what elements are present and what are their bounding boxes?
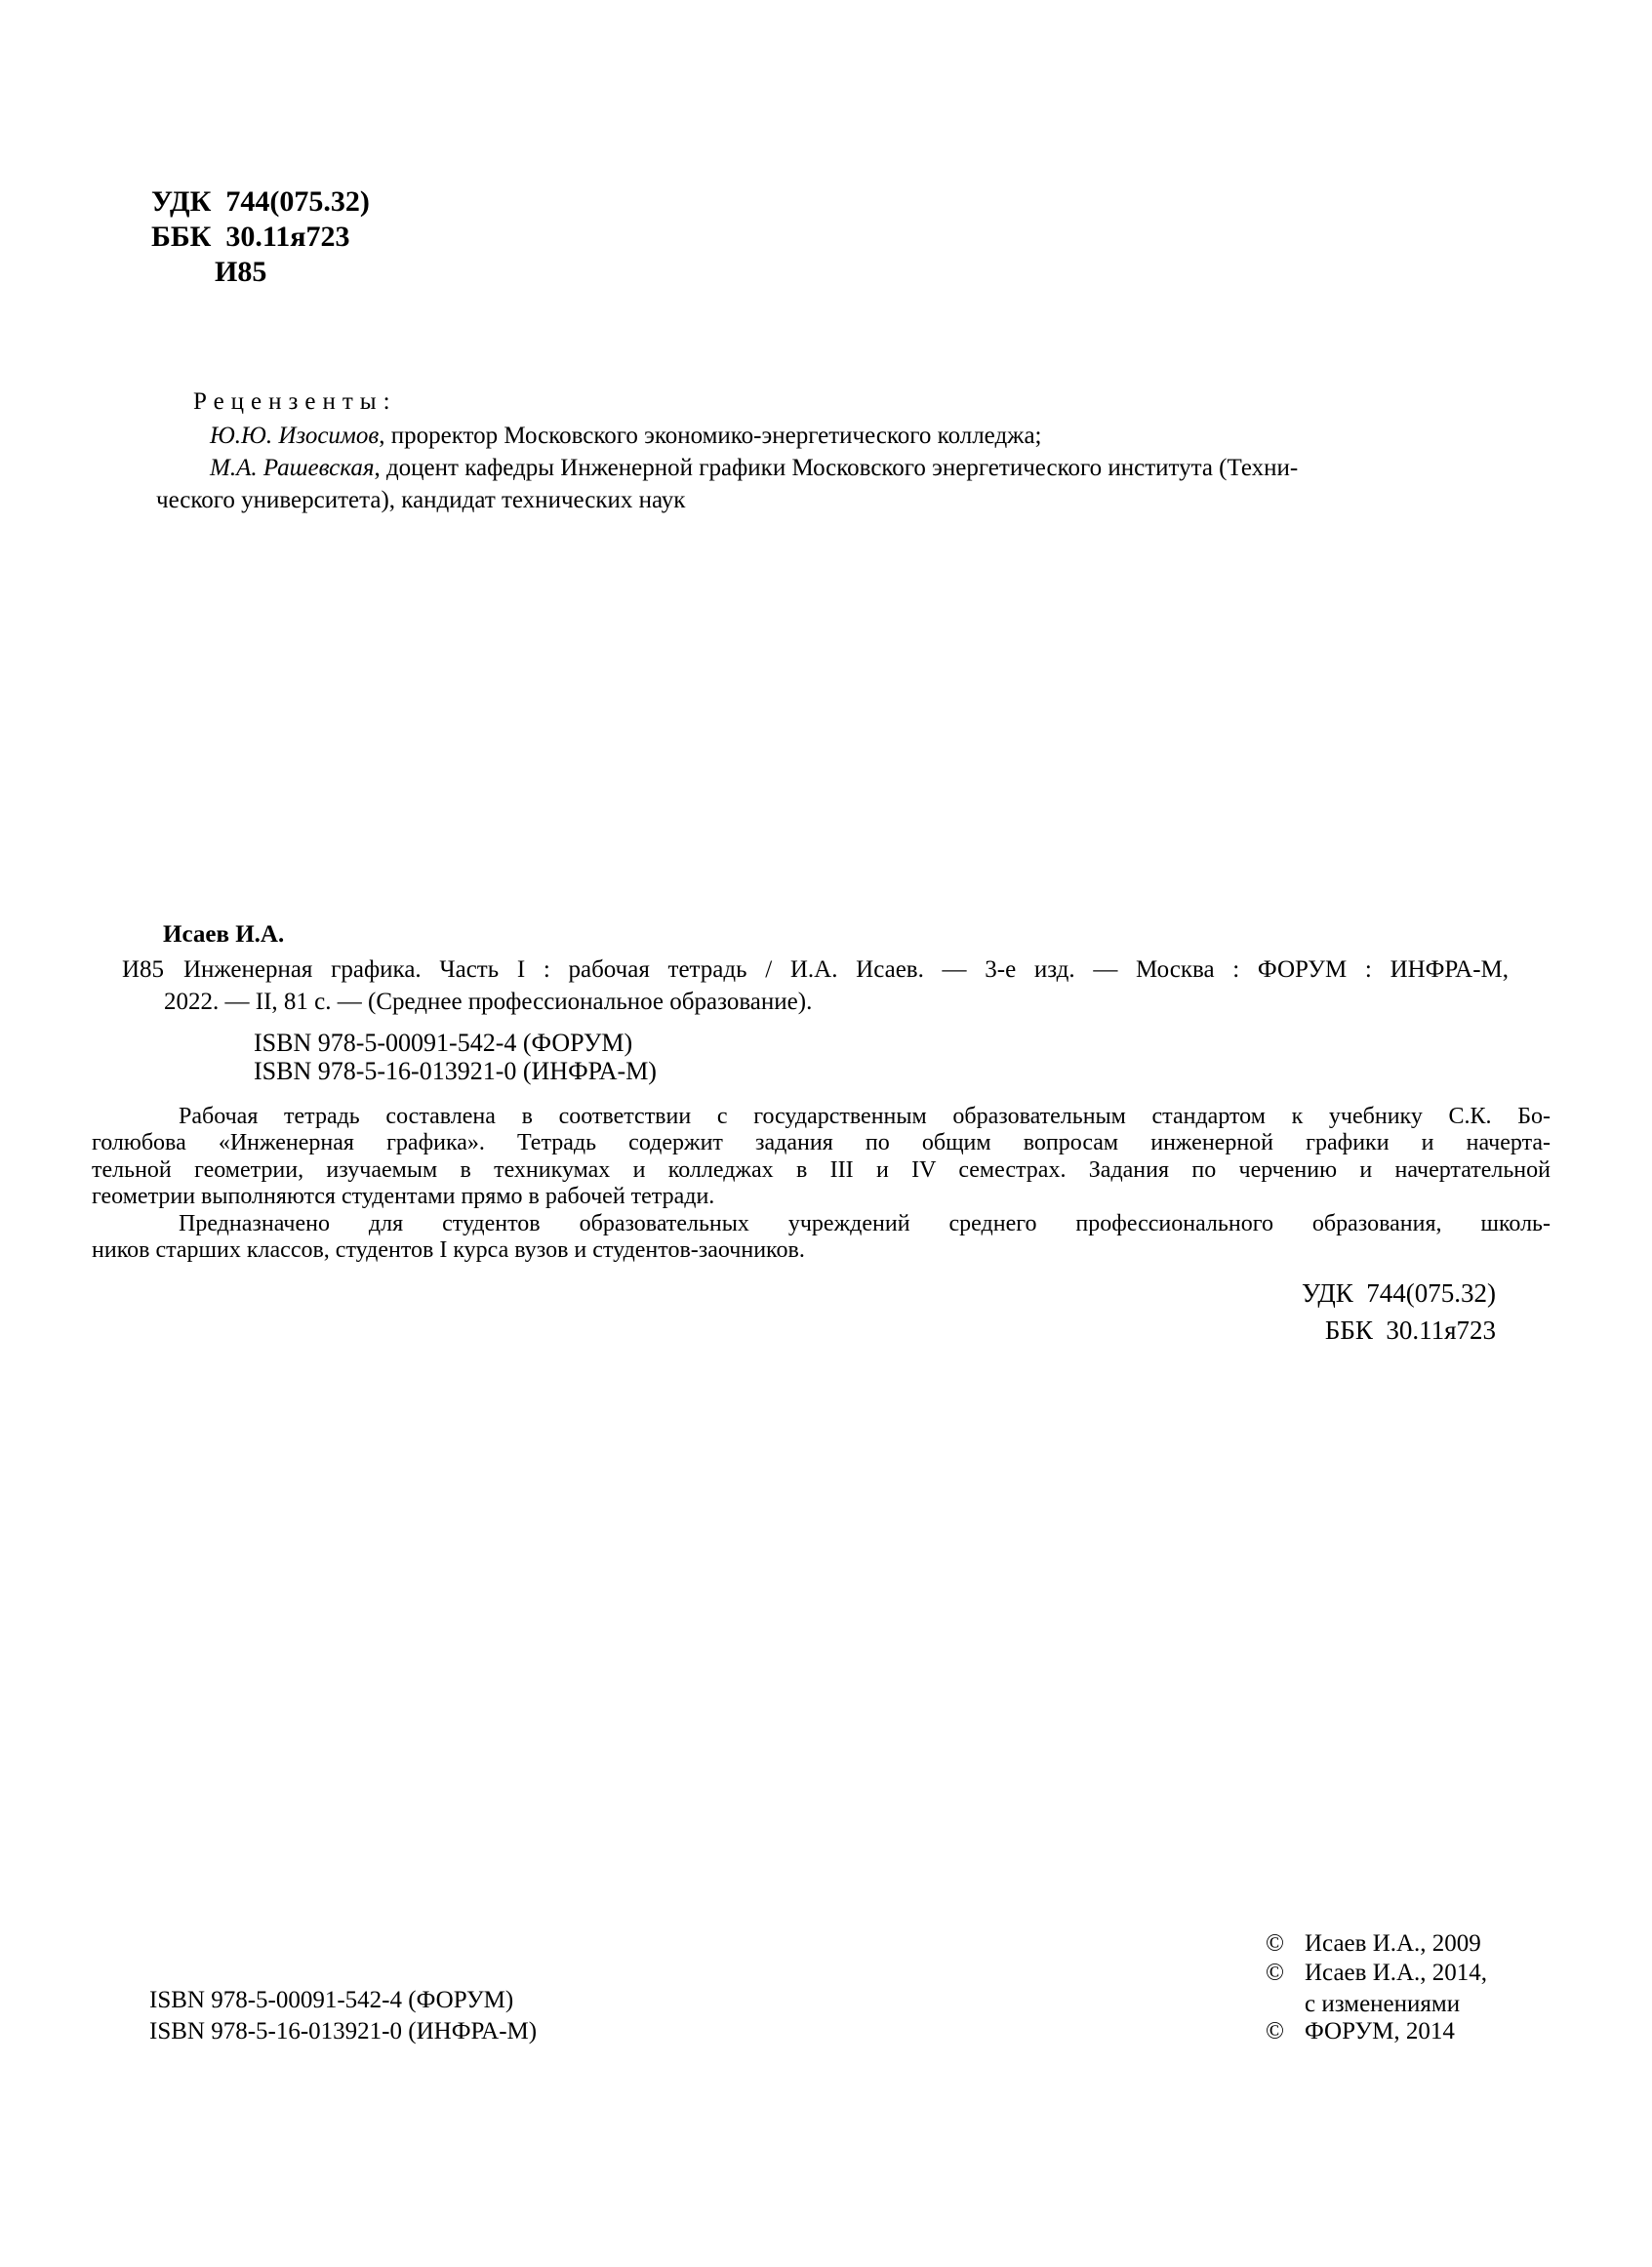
reviewer-2-name: М.А. Рашевская [210,455,375,481]
annotation-p1-line-4: геометрии выполняются студентами прямо в рабочей тетради. [92,1184,715,1209]
copyright-text: Исаев И.А., 2009 [1305,1930,1481,1957]
bbk-code-right: ББК 30.11я723 [1324,1316,1496,1345]
reviewer-1 [210,423,1042,451]
copyright-text: с изменениями [1305,1991,1461,2017]
copyright-icon: © [1266,1930,1284,1957]
author-sign-catalog: И85 [122,956,165,983]
bbk-code-top: ББК 30.11я723 [151,221,350,253]
reviewer-1-name: Ю.Ю. Изосимов [210,423,380,449]
copyright-text: ФОРУМ, 2014 [1305,2018,1455,2044]
footer-isbn-infra: ISBN 978-5-16-013921-0 (ИНФРА-М) [149,2018,538,2044]
reviewer-1-title: , проректор Московского экономико-энергетического колледжа; [379,423,1042,449]
catalog-record-line-2: 2022. — II, 81 с. — (Среднее профессиональное образование). [164,989,813,1015]
copyright-line [1266,2018,1455,2046]
udk-code-right: УДК 744(075.32) [1301,1278,1496,1308]
catalog-author: Исаев И.А. [163,921,285,948]
annotation-p1-line-1: Рабочая тетрадь составлена в соответствии с государственным образовательным стандартом к учебнику С.К. Бо- [179,1104,1551,1129]
reviewer-2 [210,455,1298,483]
catalog-isbn-forum: ISBN 978-5-00091-542-4 (ФОРУМ) [254,1029,633,1057]
catalog-record-line-1: Инженерная графика. Часть I : рабочая тетрадь / И.А. Исаев. — 3-е изд. — Москва : ФОРУМ : ИНФРА-М, [183,956,1509,983]
copyright-line [1266,1991,1460,2019]
annotation-p2-line-1: Предназначено для студентов образовательных учреждений среднего профессионального образования, школь- [179,1211,1551,1236]
annotation-p2-line-2: ников старших классов, студентов I курса вузов и студентов-заочников. [92,1237,805,1263]
copyright-sign-spacer [1266,1991,1305,2019]
reviewers-heading: Рецензенты: [193,388,397,415]
author-sign-top: И85 [215,256,267,288]
annotation-p1-line-3: тельной геометрии, изучаемым в техникумах и колледжах в III и IV семестрах. Задания по черчению и начертательной [92,1157,1551,1183]
copyright-line [1266,1960,1487,1988]
reviewer-2-title: , доцент кафедры Инженерной графики Московского энергетического института (Техни- [374,455,1299,481]
catalog-isbn-infra: ISBN 978-5-16-013921-0 (ИНФРА-М) [254,1057,657,1085]
copyright-text: Исаев И.А., 2014, [1305,1960,1488,1986]
annotation-p1-line-2: голюбова «Инженерная графика». Тетрадь содержит задания по общим вопросам инженерной графики и начерта- [92,1130,1551,1155]
footer-isbn-forum: ISBN 978-5-00091-542-4 (ФОРУМ) [149,1987,514,2013]
reviewer-2-continuation: ческого университета), кандидат технических наук [156,487,686,513]
copyright-line [1266,1930,1481,1959]
copyright-icon: © [1266,1960,1284,1986]
copyright-icon: © [1266,2018,1284,2044]
udk-code-top: УДК 744(075.32) [151,185,370,218]
